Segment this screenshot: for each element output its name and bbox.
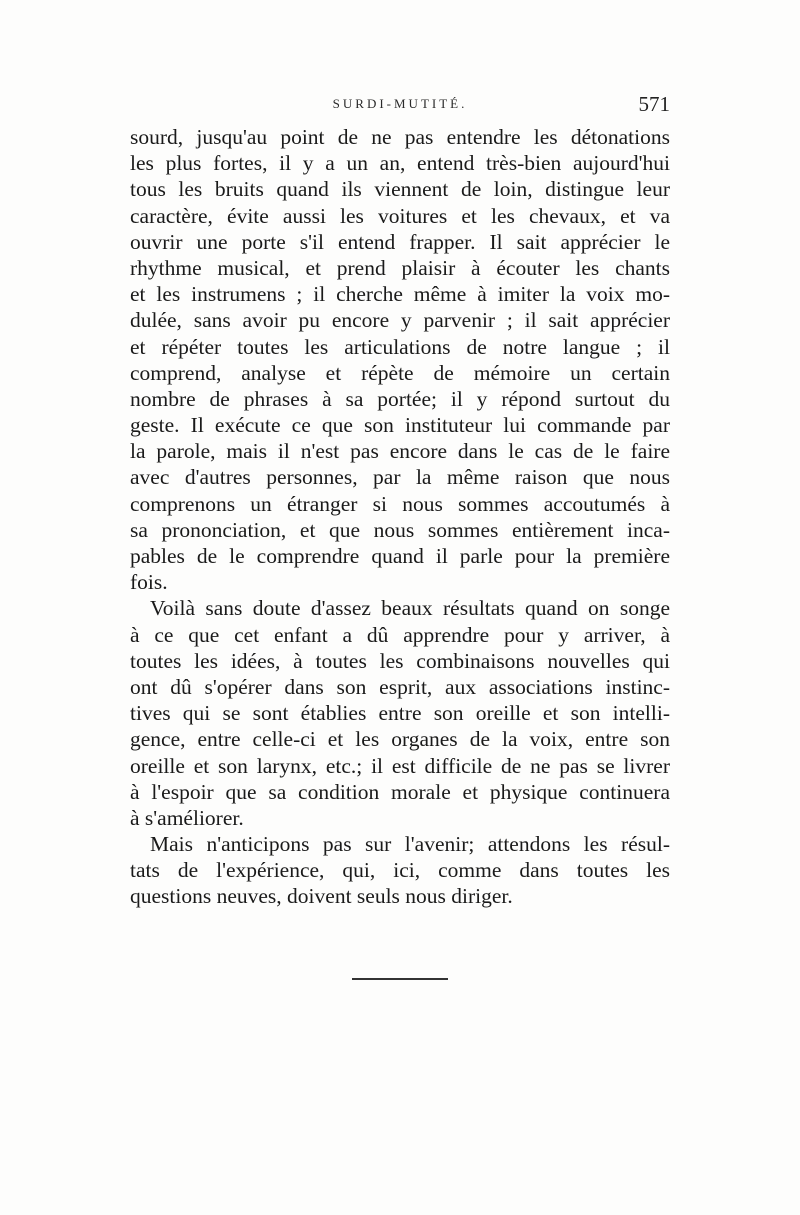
end-rule (352, 978, 448, 980)
text-line: les plus fortes, il y a un an, entend très-bien aujourd'hui (130, 151, 670, 176)
page-number: 571 (638, 92, 670, 116)
text-line: questions neuves, doivent seuls nous diriger. (130, 884, 513, 909)
text-line: toutes les idées, à toutes les combinaisons nouvelles qui (130, 648, 670, 673)
paragraph-2 (130, 595, 670, 831)
body-text (130, 124, 670, 910)
text-line: Mais n'anticipons pas sur l'avenir; attendons les résul- (150, 832, 670, 857)
text-line: fois. (130, 570, 168, 595)
text-line: oreille et son larynx, etc.; il est difficile de ne pas se livrer (130, 753, 670, 778)
text-line: comprend, analyse et répète de mémoire un certain (130, 360, 670, 385)
text-line: sa prononciation, et que nous sommes entièrement inca- (130, 517, 670, 542)
text-line: sourd, jusqu'au point de ne pas entendre les détonations (130, 125, 670, 149)
text-line: la parole, mais il n'est pas encore dans le cas de le faire (130, 439, 670, 464)
text-line: avec d'autres personnes, par la même raison que nous (130, 465, 670, 490)
running-title: SURDI-MUTITÉ. (332, 96, 468, 111)
text-line: geste. Il exécute ce que son instituteur lui commande par (130, 413, 670, 438)
text-line: ont dû s'opérer dans son esprit, aux associations instinc- (130, 674, 670, 699)
text-line: tats de l'expérience, qui, ici, comme dans toutes les (130, 858, 670, 883)
running-head (130, 92, 670, 122)
text-line: à s'améliorer. (130, 805, 244, 830)
text-line: à l'espoir que sa condition morale et physique continuera (130, 779, 670, 804)
text-line: tives qui se sont établies entre son oreille et son intelli- (130, 701, 670, 726)
text-line: gence, entre celle-ci et les organes de la voix, entre son (130, 727, 670, 752)
text-line: dulée, sans avoir pu encore y parvenir ; il sait apprécier (130, 308, 670, 333)
text-line: comprenons un étranger si nous sommes accoutumés à (130, 491, 670, 516)
text-line: pables de le comprendre quand il parle pour la première (130, 544, 670, 568)
text-line: Voilà sans doute d'assez beaux résultats quand on songe (150, 596, 670, 621)
paragraph-1 (130, 124, 670, 595)
text-line: caractère, évite aussi les voitures et les chevaux, et va (130, 203, 670, 228)
text-line: rhythme musical, et prend plaisir à écouter les chants (130, 255, 670, 280)
text-line: ouvrir une porte s'il entend frapper. Il sait apprécier le (130, 229, 670, 254)
text-line: et les instrumens ; il cherche même à imiter la voix mo- (130, 282, 670, 307)
text-line: à ce que cet enfant a dû apprendre pour y arriver, à (130, 622, 670, 647)
paragraph-3 (130, 831, 670, 910)
text-line: tous les bruits quand ils viennent de loin, distingue leur (130, 177, 670, 202)
text-line: et répéter toutes les articulations de notre langue ; il (130, 334, 670, 359)
text-line: nombre de phrases à sa portée; il y répond surtout du (130, 386, 670, 411)
